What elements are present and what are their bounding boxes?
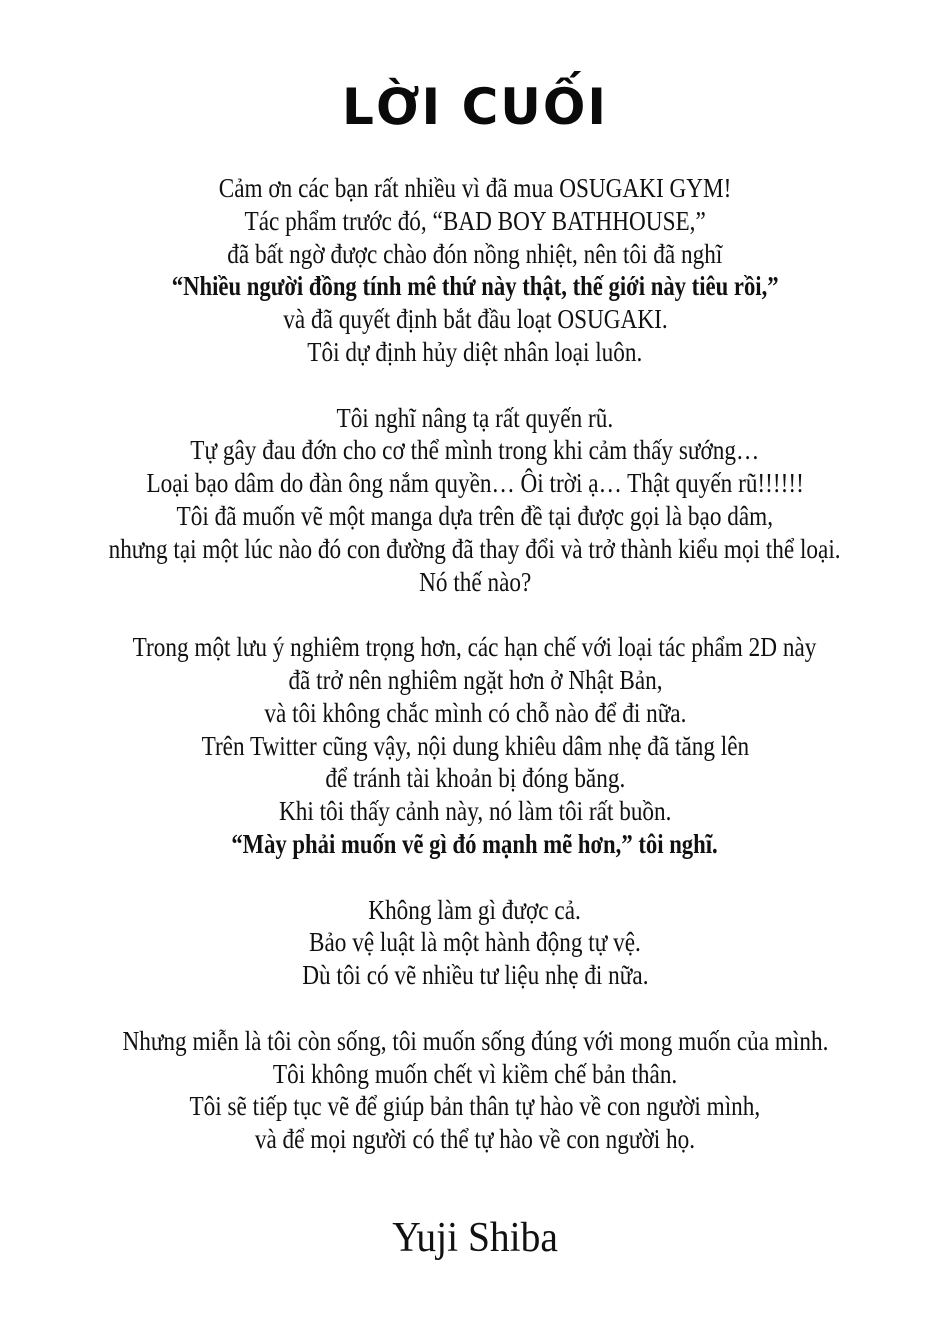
text-line <box>0 664 950 697</box>
author-name: Yuji Shiba <box>392 1215 558 1261</box>
line-text: Tôi đã muốn vẽ một manga dựa trên đề tại được gọi là bạo dâm, <box>176 500 774 531</box>
line-text: nhưng tại một lúc nào đó con đường đã thay đổi và trở thành kiểu mọi thể loại. <box>108 533 841 564</box>
paragraph-gap <box>0 598 950 631</box>
text-line <box>0 894 950 927</box>
paragraph-gap <box>0 992 950 1025</box>
text-line <box>0 303 950 336</box>
paragraph <box>0 402 950 599</box>
emphasized-text-line <box>0 270 950 303</box>
line-text: “Nhiều người đồng tính mê thứ này thật, thế giới này tiêu rồi,” <box>171 271 779 302</box>
text-line <box>0 500 950 533</box>
line-text: Khi tôi thấy cảnh này, nó làm tôi rất buồn. <box>278 796 672 827</box>
line-text: Nhưng miễn là tôi còn sống, tôi muốn sống đúng với mong muốn của mình. <box>122 1025 828 1056</box>
paragraph-gap <box>0 861 950 894</box>
line-text: Tôi dự định hủy diệt nhân loại luôn. <box>307 336 643 367</box>
line-text: để tránh tài khoản bị đóng băng. <box>325 763 625 794</box>
line-text: Tôi nghĩ nâng tạ rất quyến rũ. <box>336 402 614 433</box>
text-line <box>0 402 950 435</box>
text-line <box>0 172 950 205</box>
line-text: đã bất ngờ được chào đón nồng nhiệt, nên tôi đã nghĩ <box>227 238 723 269</box>
text-line <box>0 1123 950 1156</box>
line-text: Tôi sẽ tiếp tục vẽ để giúp bản thân tự hào về con người mình, <box>189 1091 761 1122</box>
page-title: LỜI CUỐI <box>342 78 608 136</box>
line-text: và để mọi người có thể tự hào về con người họ. <box>254 1124 696 1155</box>
text-line <box>0 205 950 238</box>
paragraph <box>0 894 950 992</box>
author-signature <box>0 1208 950 1268</box>
line-text: Trên Twitter cũng vậy, nội dung khiêu dâm nhẹ đã tăng lên <box>201 730 749 761</box>
text-line <box>0 434 950 467</box>
line-text: Dù tôi có vẽ nhiều tư liệu nhẹ đi nữa. <box>301 960 649 991</box>
line-text: Bảo vệ luật là một hành động tự vệ. <box>309 927 641 958</box>
text-line <box>0 697 950 730</box>
paragraph <box>0 631 950 861</box>
afterword-body <box>0 172 950 1156</box>
text-line <box>0 762 950 795</box>
text-line <box>0 1025 950 1058</box>
line-text: Trong một lưu ý nghiêm trọng hơn, các hạn chế với loại tác phẩm 2D này <box>133 632 817 663</box>
text-line <box>0 926 950 959</box>
paragraph-gap <box>0 369 950 402</box>
line-text: Nó thế nào? <box>418 566 532 597</box>
line-text: đã trở nên nghiêm ngặt hơn ở Nhật Bản, <box>287 664 663 695</box>
line-text: Tôi không muốn chết vì kiềm chế bản thân. <box>272 1058 678 1089</box>
paragraph <box>0 172 950 369</box>
text-line <box>0 795 950 828</box>
line-text: “Mày phải muốn vẽ gì đó mạnh mẽ hơn,” tôi nghĩ. <box>231 828 719 859</box>
text-line <box>0 1090 950 1123</box>
line-text: và tôi không chắc mình có chỗ nào để đi nữa. <box>263 697 687 728</box>
text-line <box>0 467 950 500</box>
text-line <box>0 533 950 566</box>
text-line <box>0 336 950 369</box>
paragraph <box>0 1025 950 1156</box>
line-text: và đã quyết định bắt đầu loạt OSUGAKI. <box>282 304 668 335</box>
text-line <box>0 1058 950 1091</box>
text-line <box>0 959 950 992</box>
text-line <box>0 566 950 599</box>
text-line <box>0 730 950 763</box>
line-text: Cảm ơn các bạn rất nhiều vì đã mua OSUGAKI GYM! <box>218 173 732 203</box>
line-text: Tự gây đau đớn cho cơ thể mình trong khi cảm thấy sướng… <box>190 435 760 466</box>
text-line <box>0 238 950 271</box>
line-text: Tác phẩm trước đó, “BAD BOY BATHHOUSE,” <box>244 205 706 236</box>
emphasized-text-line <box>0 828 950 861</box>
line-text: Loại bạo dâm do đàn ông nắm quyền… Ôi trời ạ… Thật quyến rũ!!!!!! <box>146 468 804 499</box>
line-text: Không làm gì được cả. <box>368 894 582 925</box>
text-line <box>0 631 950 664</box>
